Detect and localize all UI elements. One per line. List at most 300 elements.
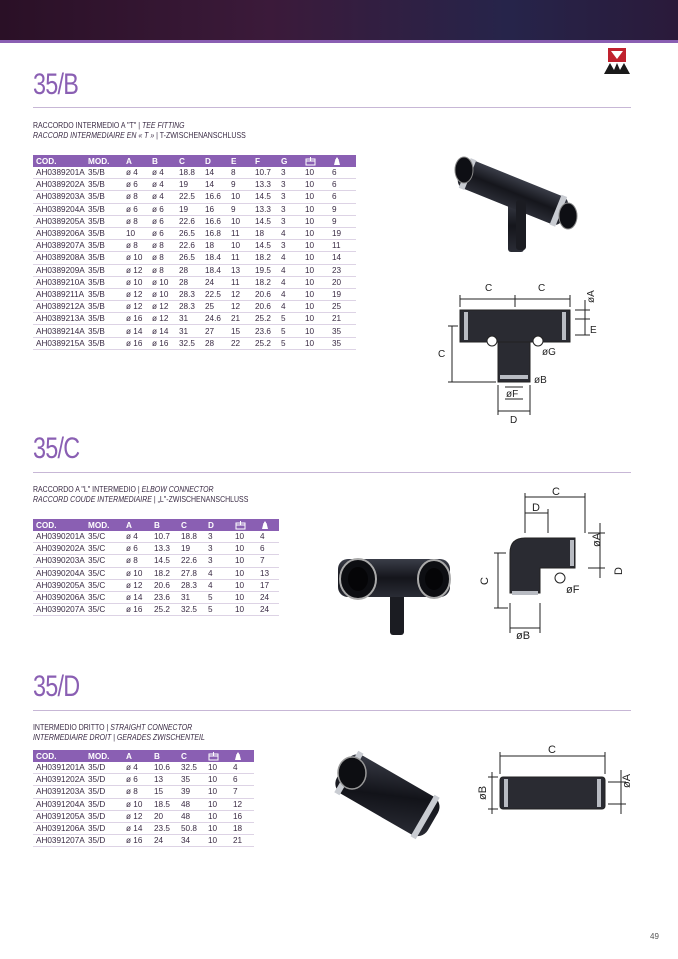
table-cell: ø 12 — [123, 810, 151, 822]
dim-label-b: øB — [477, 785, 489, 800]
table-cell: 13.3 — [151, 543, 178, 555]
header-bar — [0, 0, 678, 40]
table-cell: 5 — [278, 325, 302, 337]
table-cell: 35/D — [85, 822, 123, 834]
table-cell: 5 — [205, 604, 232, 616]
table-cell: 26.5 — [176, 252, 202, 264]
table-cell: 4 — [278, 301, 302, 313]
table-cell: 25 — [202, 301, 228, 313]
dim-label-c2: C — [538, 283, 546, 294]
table-row — [33, 822, 254, 834]
table-cell: 10 — [232, 543, 257, 555]
table-row — [33, 543, 279, 555]
table-cell: 20.6 — [252, 288, 278, 300]
table-cell: ø 4 — [123, 167, 149, 179]
table-row — [33, 240, 356, 252]
table-cell: AH0391206A — [33, 822, 85, 834]
table-cell: 15 — [151, 786, 178, 798]
table-cell: 28.3 — [178, 579, 205, 591]
table-cell: AH0391203A — [33, 786, 85, 798]
table-cell: 35/C — [85, 567, 123, 579]
table-cell: 48 — [178, 810, 205, 822]
table-cell: ø 8 — [123, 786, 151, 798]
table-cell: 19 — [178, 543, 205, 555]
dim-label-d-top: D — [532, 502, 540, 514]
table-cell: 23 — [329, 264, 356, 276]
table-cell: 10 — [228, 240, 252, 252]
table-cell: ø 10 — [123, 798, 151, 810]
table-row — [33, 591, 279, 603]
table-cell: 10 — [228, 215, 252, 227]
weight-icon — [329, 155, 356, 167]
table-cell: 35/C — [85, 579, 123, 591]
table-cell: 4 — [278, 276, 302, 288]
table-cell: 24 — [202, 276, 228, 288]
desc-line1-en: TEE FITTING — [141, 120, 185, 130]
table-cell: ø 8 — [149, 264, 176, 276]
column-header: B — [151, 519, 178, 531]
desc-line1: INTERMEDIO DRITTO | — [33, 722, 111, 732]
table-cell: ø 16 — [123, 604, 151, 616]
table-cell: 5 — [278, 313, 302, 325]
table-cell: 35/B — [85, 288, 123, 300]
table-cell: 18.2 — [252, 276, 278, 288]
table-cell: 22.5 — [202, 288, 228, 300]
table-cell: 3 — [205, 531, 232, 543]
table-row — [33, 835, 254, 847]
table-cell: ø 14 — [123, 591, 151, 603]
table-cell: 35/B — [85, 337, 123, 349]
weight-icon — [257, 519, 279, 531]
section-title-35d: 35/D — [33, 670, 80, 703]
table-row — [33, 167, 356, 179]
table-cell: 23.6 — [252, 325, 278, 337]
box-icon — [232, 519, 257, 531]
table-cell: 35/C — [85, 591, 123, 603]
column-header: MOD. — [85, 750, 123, 762]
table-cell: 48 — [178, 798, 205, 810]
table-cell: ø 4 — [123, 531, 151, 543]
table-cell: 14 — [329, 252, 356, 264]
table-cell: 35/B — [85, 252, 123, 264]
table-row — [33, 191, 356, 203]
table-cell: ø 12 — [123, 579, 151, 591]
dim-label-e: E — [590, 325, 597, 336]
table-cell: AH0389213A — [33, 313, 85, 325]
table-row — [33, 288, 356, 300]
desc-line1: RACCORDO INTERMEDIO A "T" | — [33, 120, 142, 130]
table-row — [33, 604, 279, 616]
table-cell: AH0389212A — [33, 301, 85, 313]
table-cell: 10 — [302, 264, 329, 276]
table-row — [33, 337, 356, 349]
table-cell: 25.2 — [252, 313, 278, 325]
table-cell: 10 — [302, 167, 329, 179]
table-cell: 10 — [232, 591, 257, 603]
table-cell: 3 — [278, 167, 302, 179]
table-cell: 22.6 — [176, 240, 202, 252]
table-cell: AH0389210A — [33, 276, 85, 288]
table-cell: 4 — [278, 227, 302, 239]
table-cell: ø 12 — [149, 313, 176, 325]
table-cell: AH0389201A — [33, 167, 85, 179]
table-cell: 10 — [302, 191, 329, 203]
table-cell: AH0390203A — [33, 555, 85, 567]
table-cell: 35/B — [85, 264, 123, 276]
table-cell: 3 — [278, 240, 302, 252]
table-cell: ø 4 — [149, 167, 176, 179]
table-cell: ø 6 — [149, 227, 176, 239]
table-cell: 10 — [232, 555, 257, 567]
table-cell: 18 — [252, 227, 278, 239]
column-header: D — [202, 155, 228, 167]
table-cell: 35/B — [85, 179, 123, 191]
dim-label-c-top: C — [552, 486, 560, 498]
table-cell: AH0389215A — [33, 337, 85, 349]
table-cell: ø 6 — [149, 203, 176, 215]
table-cell: 15 — [228, 325, 252, 337]
table-cell: AH0389205A — [33, 215, 85, 227]
column-header: D — [205, 519, 232, 531]
table-cell: 10 — [302, 337, 329, 349]
table-cell: 10 — [302, 313, 329, 325]
table-cell: 10.6 — [151, 762, 178, 774]
table-cell: 12 — [228, 301, 252, 313]
page-number: 49 — [650, 932, 659, 941]
table-cell: 14.5 — [252, 240, 278, 252]
table-row — [33, 252, 356, 264]
tee-fitting-diagram — [430, 275, 610, 425]
table-cell: 10.7 — [252, 167, 278, 179]
table-row — [33, 774, 254, 786]
table-cell: 10 — [302, 240, 329, 252]
table-cell: 7 — [257, 555, 279, 567]
table-cell: ø 10 — [149, 276, 176, 288]
table-cell: ø 12 — [149, 301, 176, 313]
elbow-connector-photo — [330, 545, 460, 640]
table-cell: 35/D — [85, 798, 123, 810]
table-row — [33, 567, 279, 579]
table-cell: 10 — [232, 531, 257, 543]
table-cell: ø 16 — [149, 337, 176, 349]
table-cell: 21 — [230, 835, 254, 847]
table-cell: 22 — [228, 337, 252, 349]
table-cell: 20 — [151, 810, 178, 822]
table-cell: 35/D — [85, 835, 123, 847]
table-cell: 14.5 — [252, 215, 278, 227]
table-cell: 18.8 — [178, 531, 205, 543]
table-cell: AH0391205A — [33, 810, 85, 822]
table-cell: 23.6 — [151, 591, 178, 603]
table-cell: ø 8 — [123, 215, 149, 227]
table-cell: ø 10 — [123, 567, 151, 579]
table-cell: 26.5 — [176, 227, 202, 239]
table-cell: ø 4 — [149, 179, 176, 191]
table-cell: 10 — [302, 325, 329, 337]
table-cell: AH0389214A — [33, 325, 85, 337]
table-cell: ø 6 — [123, 179, 149, 191]
column-header: C — [176, 155, 202, 167]
spec-table-35c — [33, 519, 279, 616]
table-cell: 17 — [257, 579, 279, 591]
desc-line2-fr: RACCORD COUDE INTERMEDIAIRE — [33, 494, 152, 504]
table-cell: 35/B — [85, 313, 123, 325]
dim-label-a: øA — [621, 773, 633, 788]
table-cell: 9 — [329, 215, 356, 227]
table-cell: 4 — [278, 264, 302, 276]
table-cell: 4 — [278, 288, 302, 300]
dim-label-a: øA — [586, 290, 597, 303]
table-row — [33, 179, 356, 191]
table-cell: 50.8 — [178, 822, 205, 834]
table-cell: 35/B — [85, 325, 123, 337]
table-row — [33, 810, 254, 822]
table-cell: 18 — [202, 240, 228, 252]
table-row — [33, 203, 356, 215]
table-cell: ø 8 — [123, 555, 151, 567]
table-cell: 4 — [230, 762, 254, 774]
column-header: C — [178, 750, 205, 762]
table-cell: AH0390206A — [33, 591, 85, 603]
desc-line2-de: | T-ZWISCHENANSCHLUSS — [154, 130, 246, 140]
desc-line2-fr: INTERMEDIAIRE DROIT | GERADES ZWISCHENTEIL — [33, 732, 205, 742]
table-cell: 32.5 — [176, 337, 202, 349]
table-cell: AH0391202A — [33, 774, 85, 786]
table-cell: 11 — [228, 276, 252, 288]
table-cell: 10 — [232, 567, 257, 579]
table-cell: ø 6 — [123, 543, 151, 555]
table-cell: 25.2 — [252, 337, 278, 349]
column-header: COD. — [33, 750, 85, 762]
table-cell: 25 — [329, 301, 356, 313]
weight-icon — [230, 750, 254, 762]
table-cell: 24 — [257, 591, 279, 603]
section-rule — [33, 107, 631, 108]
table-cell: 24 — [151, 835, 178, 847]
table-cell: 18.4 — [202, 252, 228, 264]
column-header: COD. — [33, 155, 85, 167]
column-header: B — [149, 155, 176, 167]
table-cell: 10 — [205, 835, 230, 847]
section-title-35b: 35/B — [33, 68, 79, 101]
table-cell: ø 10 — [123, 276, 149, 288]
table-cell: 32.5 — [178, 604, 205, 616]
table-cell: AH0389204A — [33, 203, 85, 215]
table-cell: AH0390201A — [33, 531, 85, 543]
table-cell: ø 4 — [149, 191, 176, 203]
table-cell: ø 6 — [123, 203, 149, 215]
column-header: A — [123, 750, 151, 762]
table-cell: 20 — [329, 276, 356, 288]
table-cell: 13 — [257, 567, 279, 579]
table-cell: ø 12 — [123, 288, 149, 300]
table-cell: 10 — [232, 579, 257, 591]
table-cell: AH0391204A — [33, 798, 85, 810]
table-cell: 12 — [228, 288, 252, 300]
table-row — [33, 786, 254, 798]
column-header: C — [178, 519, 205, 531]
column-header: COD. — [33, 519, 85, 531]
dim-label-d-side: D — [613, 567, 625, 575]
table-cell: 7 — [230, 786, 254, 798]
table-cell: 19 — [176, 179, 202, 191]
table-cell: 3 — [278, 203, 302, 215]
table-cell: ø 8 — [149, 240, 176, 252]
table-row — [33, 313, 356, 325]
table-cell: 35/C — [85, 604, 123, 616]
dim-label-c-side: C — [438, 349, 446, 360]
desc-line1-en: STRAIGHT CONNECTOR — [110, 722, 193, 732]
dim-label-g: øG — [542, 347, 556, 358]
table-cell: 21 — [329, 313, 356, 325]
table-cell: 35 — [329, 325, 356, 337]
table-cell: AH0390207A — [33, 604, 85, 616]
table-cell: 39 — [178, 786, 205, 798]
table-cell: 31 — [178, 591, 205, 603]
table-cell: 22.6 — [176, 215, 202, 227]
table-cell: 11 — [228, 252, 252, 264]
table-cell: 10 — [302, 215, 329, 227]
table-cell: ø 14 — [123, 325, 149, 337]
table-cell: 35/C — [85, 531, 123, 543]
table-cell: 16.6 — [202, 191, 228, 203]
table-cell: 19 — [176, 203, 202, 215]
column-header: G — [278, 155, 302, 167]
table-cell: 19 — [329, 288, 356, 300]
table-cell: 10.7 — [151, 531, 178, 543]
table-cell: 10 — [228, 191, 252, 203]
section-description — [33, 120, 246, 140]
table-cell: 20.6 — [252, 301, 278, 313]
table-cell: 18.2 — [151, 567, 178, 579]
table-row — [33, 264, 356, 276]
table-cell: 4 — [257, 531, 279, 543]
table-cell: 10 — [205, 798, 230, 810]
table-cell: 6 — [230, 774, 254, 786]
table-cell: 16 — [202, 203, 228, 215]
table-cell: 35/D — [85, 786, 123, 798]
table-row — [33, 555, 279, 567]
table-cell: 10 — [302, 203, 329, 215]
table-cell: 5 — [278, 337, 302, 349]
table-cell: 13 — [151, 774, 178, 786]
table-cell: 25.2 — [151, 604, 178, 616]
table-cell: 10 — [205, 822, 230, 834]
table-cell: 16 — [230, 810, 254, 822]
table-cell: 18.4 — [202, 264, 228, 276]
table-cell: 6 — [329, 191, 356, 203]
column-header: MOD. — [85, 519, 123, 531]
table-cell: 3 — [278, 215, 302, 227]
desc-line1: RACCORDO A "L" INTERMEDIO | — [33, 484, 142, 494]
column-header: E — [228, 155, 252, 167]
table-cell: 22.6 — [178, 555, 205, 567]
table-cell: 35/B — [85, 167, 123, 179]
table-cell: 10 — [205, 810, 230, 822]
box-icon — [205, 750, 230, 762]
section-rule — [33, 710, 631, 711]
table-cell: 35/B — [85, 240, 123, 252]
table-cell: AH0390205A — [33, 579, 85, 591]
table-cell: ø 10 — [123, 252, 149, 264]
dim-label-c-side: C — [479, 577, 491, 585]
desc-line1-en: ELBOW CONNECTOR — [141, 484, 214, 494]
table-cell: 11 — [228, 227, 252, 239]
table-cell: 3 — [278, 191, 302, 203]
company-logo — [602, 48, 632, 76]
table-cell: 21 — [228, 313, 252, 325]
table-cell: 3 — [278, 179, 302, 191]
table-row — [33, 798, 254, 810]
table-cell: AH0391207A — [33, 835, 85, 847]
table-cell: 3 — [205, 555, 232, 567]
desc-line2-fr: RACCORD INTERMEDIAIRE EN « T » — [33, 130, 155, 140]
table-header-row — [33, 750, 254, 762]
table-cell: AH0389208A — [33, 252, 85, 264]
table-cell: 13 — [228, 264, 252, 276]
table-cell: 24.6 — [202, 313, 228, 325]
table-header-row — [33, 519, 279, 531]
table-cell: ø 8 — [123, 240, 149, 252]
table-cell: 6 — [257, 543, 279, 555]
table-cell: 10 — [302, 252, 329, 264]
dim-label-b: øB — [534, 375, 547, 386]
table-cell: 6 — [329, 179, 356, 191]
straight-connector-photo — [330, 745, 445, 845]
section-description — [33, 484, 248, 504]
table-cell: 10 — [302, 288, 329, 300]
table-cell: 35/C — [85, 555, 123, 567]
table-row — [33, 762, 254, 774]
table-cell: ø 6 — [149, 215, 176, 227]
table-cell: 27 — [202, 325, 228, 337]
table-cell: 4 — [278, 252, 302, 264]
table-row — [33, 325, 356, 337]
column-header: F — [252, 155, 278, 167]
dim-label-a: øA — [591, 532, 603, 547]
table-cell: ø 16 — [123, 313, 149, 325]
table-cell: 9 — [329, 203, 356, 215]
column-header: B — [151, 750, 178, 762]
dim-label-c1: C — [485, 283, 493, 294]
spec-table-35b — [33, 155, 356, 350]
table-cell: 18.8 — [176, 167, 202, 179]
table-cell: 8 — [228, 167, 252, 179]
table-row — [33, 531, 279, 543]
table-cell: AH0390202A — [33, 543, 85, 555]
table-cell: 35/C — [85, 543, 123, 555]
table-cell: AH0389207A — [33, 240, 85, 252]
table-cell: 14.5 — [151, 555, 178, 567]
section-description — [33, 722, 205, 742]
table-cell: 22.5 — [176, 191, 202, 203]
table-cell: ø 14 — [123, 822, 151, 834]
table-cell: 9 — [228, 203, 252, 215]
straight-connector-diagram — [468, 742, 633, 822]
table-cell: 6 — [329, 167, 356, 179]
table-cell: 10 — [302, 179, 329, 191]
table-cell: 10 — [302, 276, 329, 288]
table-cell: 16.8 — [202, 227, 228, 239]
column-header: MOD. — [85, 155, 123, 167]
table-cell: ø 16 — [123, 835, 151, 847]
table-cell: 28.3 — [176, 301, 202, 313]
table-cell: 28.3 — [176, 288, 202, 300]
table-row — [33, 301, 356, 313]
table-cell: 14.5 — [252, 191, 278, 203]
table-cell: 3 — [205, 543, 232, 555]
dim-label-c: C — [548, 744, 556, 756]
